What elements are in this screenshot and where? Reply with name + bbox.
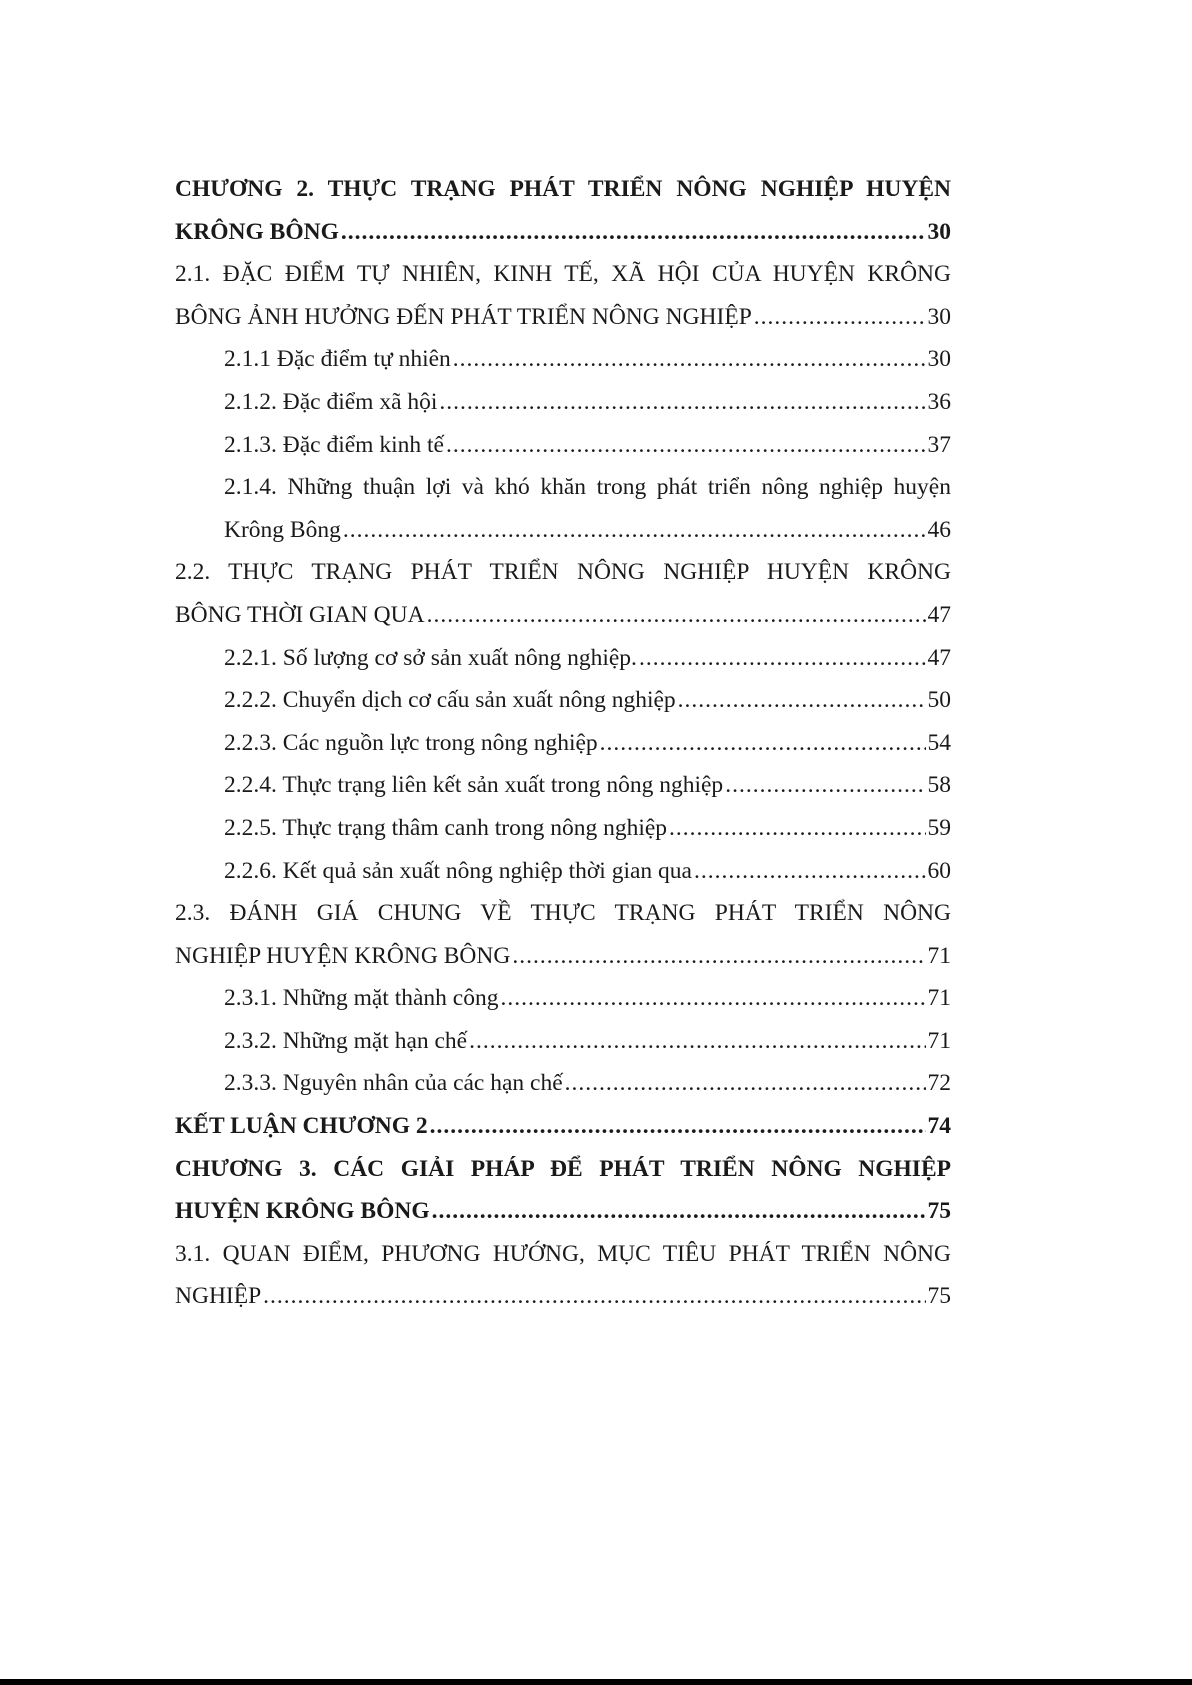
dot-leader bbox=[725, 764, 925, 807]
toc-entry-title: 3.1. QUAN ĐIỂM, PHƯƠNG HƯỚNG, MỤC TIÊU PHÁT TRIỂN NÔNG bbox=[175, 1240, 951, 1267]
dot-leader bbox=[669, 807, 925, 850]
dot-leader bbox=[343, 509, 926, 552]
toc-entry-leader bbox=[224, 637, 951, 680]
dot-leader bbox=[439, 381, 925, 424]
toc-entry-leader bbox=[224, 424, 951, 467]
toc-entry-leader bbox=[224, 977, 951, 1020]
toc-entry-subsection-2-2-2[interactable] bbox=[175, 679, 951, 722]
toc-entry-title-cont: BÔNG THỜI GIAN QUA bbox=[175, 601, 425, 628]
toc-entry-leader bbox=[175, 594, 951, 637]
dot-leader bbox=[341, 211, 926, 254]
toc-entry-title: 2.2.3. Các nguồn lực trong nông nghiệp bbox=[224, 729, 598, 756]
toc-entry-title: CHƯƠNG 2. THỰC TRẠNG PHÁT TRIỂN NÔNG NGHIỆP HUYỆN bbox=[175, 176, 951, 202]
dot-leader bbox=[754, 296, 926, 339]
toc-entry-title: 2.1.3. Đặc điểm kinh tế bbox=[224, 431, 444, 458]
dot-leader bbox=[500, 977, 925, 1020]
toc-page-number: 47 bbox=[927, 601, 951, 628]
toc-entry-title-cont: NGHIỆP bbox=[175, 1283, 262, 1310]
toc-entry-subsection-2-3-2[interactable] bbox=[175, 1020, 951, 1063]
dot-leader bbox=[512, 935, 925, 978]
toc-entry-title: 2.1.2. Đặc điểm xã hội bbox=[224, 388, 438, 415]
toc-page-number: 30 bbox=[927, 346, 951, 373]
toc-entry-chapter-2[interactable] bbox=[175, 168, 951, 253]
toc-entry-leader bbox=[175, 296, 951, 339]
toc-entry-leader bbox=[224, 850, 951, 893]
toc-entry-subsection-2-1-2[interactable] bbox=[175, 381, 951, 424]
toc-entry-subsection-2-3-3[interactable] bbox=[175, 1062, 951, 1105]
toc-entry-title-cont: HUYỆN KRÔNG BÔNG bbox=[175, 1198, 430, 1225]
toc-entry-leader bbox=[224, 679, 951, 722]
toc-entry-title: 2.2.2. Chuyển dịch cơ cấu sản xuất nông nghiệp bbox=[224, 687, 676, 714]
toc-entry-title: 2.2. THỰC TRẠNG PHÁT TRIỂN NÔNG NGHIỆP HUYỆN KRÔNG bbox=[175, 559, 951, 586]
toc-page-number: 30 bbox=[927, 218, 951, 245]
toc-entry-section-2-2[interactable] bbox=[175, 551, 951, 636]
page-bottom-edge bbox=[0, 1679, 1192, 1685]
dot-leader bbox=[427, 594, 926, 637]
toc-page-number: 36 bbox=[927, 388, 951, 415]
toc-entry-subsection-2-2-1[interactable] bbox=[175, 637, 951, 680]
toc-entry-title: 2.2.1. Số lượng cơ sở sản xuất nông nghiệp. bbox=[224, 644, 637, 671]
toc-page-number: 72 bbox=[927, 1070, 951, 1097]
toc-entry-section-2-1[interactable] bbox=[175, 253, 951, 338]
toc-entry-title: 2.1. ĐẶC ĐIỂM TỰ NHIÊN, KINH TẾ, XÃ HỘI CỦA HUYỆN KRÔNG bbox=[175, 261, 951, 288]
dot-leader bbox=[694, 850, 926, 893]
toc-page-number: 47 bbox=[927, 644, 951, 671]
toc-entry-title: 2.3. ĐÁNH GIÁ CHUNG VỀ THỰC TRẠNG PHÁT TRIỂN NÔNG bbox=[175, 900, 951, 927]
toc-entry-leader bbox=[224, 509, 951, 552]
toc-page-number: 59 bbox=[927, 814, 951, 841]
table-of-contents bbox=[175, 168, 951, 1318]
toc-entry-subsection-2-2-5[interactable] bbox=[175, 807, 951, 850]
toc-entry-section-2-3[interactable] bbox=[175, 892, 951, 977]
toc-entry-title: 2.1.1 Đặc điểm tự nhiên bbox=[224, 346, 451, 373]
toc-entry-leader bbox=[175, 1190, 951, 1233]
dot-leader bbox=[565, 1062, 926, 1105]
toc-page-number: 30 bbox=[927, 303, 951, 330]
toc-entry-leader bbox=[224, 807, 951, 850]
toc-entry-section-3-1[interactable] bbox=[175, 1233, 951, 1318]
toc-entry-subsection-2-1-3[interactable] bbox=[175, 424, 951, 467]
toc-entry-title: KẾT LUẬN CHƯƠNG 2 bbox=[175, 1113, 428, 1140]
toc-entry-title: 2.2.6. Kết quả sản xuất nông nghiệp thời gian qua bbox=[224, 857, 692, 884]
dot-leader bbox=[432, 1190, 926, 1233]
toc-entry-leader bbox=[224, 764, 951, 807]
toc-entry-leader bbox=[224, 381, 951, 424]
toc-page-number: 58 bbox=[927, 772, 951, 799]
toc-page-number: 71 bbox=[927, 985, 951, 1012]
toc-page-number: 54 bbox=[927, 729, 951, 756]
toc-entry-subsection-2-3-1[interactable] bbox=[175, 977, 951, 1020]
toc-entry-subsection-2-2-3[interactable] bbox=[175, 722, 951, 765]
toc-page-number: 37 bbox=[927, 431, 951, 458]
toc-entry-subsection-2-2-4[interactable] bbox=[175, 764, 951, 807]
toc-entry-leader bbox=[224, 338, 951, 381]
toc-page-number: 60 bbox=[927, 857, 951, 884]
toc-entry-title: 2.2.4. Thực trạng liên kết sản xuất trong nông nghiệp bbox=[224, 772, 724, 799]
toc-entry-subsection-2-1-1[interactable] bbox=[175, 338, 951, 381]
toc-entry-title: CHƯƠNG 3. CÁC GIẢI PHÁP ĐỂ PHÁT TRIỂN NÔNG NGHIỆP bbox=[175, 1155, 951, 1182]
toc-page-number: 46 bbox=[927, 516, 951, 543]
toc-page-number: 50 bbox=[927, 687, 951, 714]
toc-entry-leader bbox=[175, 1275, 951, 1318]
toc-entry-conclusion-chapter-2[interactable] bbox=[175, 1105, 951, 1148]
toc-entry-leader bbox=[175, 1105, 951, 1148]
toc-page-number: 71 bbox=[927, 1027, 951, 1054]
toc-entry-subsection-2-1-4[interactable] bbox=[175, 466, 951, 551]
dot-leader bbox=[469, 1020, 925, 1063]
dot-leader bbox=[453, 338, 926, 381]
toc-page-number: 71 bbox=[927, 942, 951, 969]
toc-entry-title: 2.2.5. Thực trạng thâm canh trong nông nghiệp bbox=[224, 814, 668, 841]
dot-leader bbox=[446, 424, 926, 467]
dot-leader bbox=[639, 637, 926, 680]
toc-page-number: 75 bbox=[927, 1198, 951, 1225]
toc-entry-title: 2.3.3. Nguyên nhân của các hạn chế bbox=[224, 1070, 563, 1097]
toc-entry-leader bbox=[224, 1020, 951, 1063]
toc-page-number: 75 bbox=[927, 1283, 951, 1310]
toc-entry-chapter-3[interactable] bbox=[175, 1148, 951, 1233]
dot-leader bbox=[600, 722, 926, 765]
toc-entry-title-cont: KRÔNG BÔNG bbox=[175, 218, 339, 245]
toc-entry-title-cont: NGHIỆP HUYỆN KRÔNG BÔNG bbox=[175, 942, 511, 969]
toc-entry-title-cont: BÔNG ẢNH HƯỞNG ĐẾN PHÁT TRIỂN NÔNG NGHIỆP bbox=[175, 303, 752, 330]
dot-leader bbox=[263, 1275, 925, 1318]
toc-entry-leader bbox=[175, 935, 951, 978]
toc-entry-leader bbox=[224, 722, 951, 765]
dot-leader bbox=[678, 679, 926, 722]
toc-entry-leader bbox=[224, 1062, 951, 1105]
toc-page-number: 74 bbox=[927, 1113, 951, 1140]
toc-entry-leader bbox=[175, 211, 951, 254]
toc-entry-title: 2.3.2. Những mặt hạn chế bbox=[224, 1027, 468, 1054]
toc-entry-title-cont: Krông Bông bbox=[224, 516, 341, 543]
toc-entry-title: 2.1.4. Những thuận lợi và khó khăn trong phát triển nông nghiệp huyện bbox=[224, 474, 951, 501]
toc-entry-title: 2.3.1. Những mặt thành công bbox=[224, 985, 499, 1012]
dot-leader bbox=[430, 1105, 926, 1148]
toc-entry-subsection-2-2-6[interactable] bbox=[175, 850, 951, 893]
